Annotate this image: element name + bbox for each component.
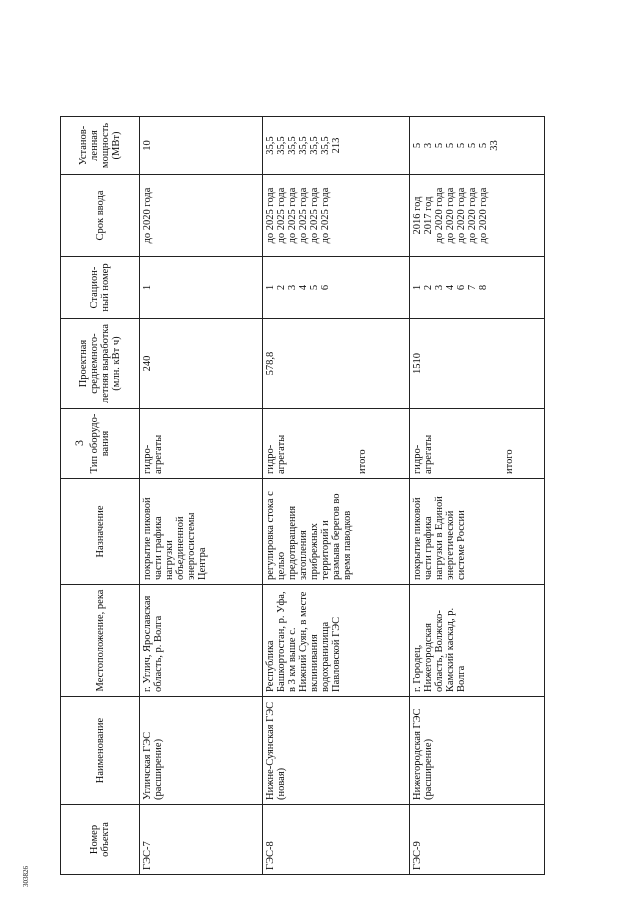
cell-location: г. Углич, Ярославская область, р. Волга	[140, 585, 263, 697]
cell-station-value: 4	[298, 284, 309, 291]
header-equipment: Тип оборудо-вания	[61, 409, 140, 479]
header-deadline: Срок ввода	[61, 175, 140, 257]
cell-deadline	[140, 175, 263, 257]
cell-capacity-value: 35,5	[320, 136, 331, 155]
total-label: итого	[357, 449, 368, 474]
cell-output: 1510	[410, 319, 545, 409]
cell-capacity-value: 5	[467, 142, 478, 149]
cell-deadline-value: до 2025 года	[287, 187, 298, 244]
header-output: Проектная среднемного-летняя выработка (млн. кВт ч)	[61, 319, 140, 409]
header-capacity: Установ-ленная мощность (МВт)	[61, 117, 140, 175]
cell-equipment	[140, 409, 263, 479]
cell-station-value: 1	[412, 284, 423, 291]
cell-station-value: 4	[445, 284, 456, 291]
cell-deadline-value: до 2025 года	[298, 187, 309, 244]
cell-deadline	[263, 175, 410, 257]
header-location: Местоположение, река	[61, 585, 140, 697]
cell-deadline-value: 2016 год	[412, 196, 423, 235]
cell-deadline-value: до 2020 года	[467, 187, 478, 244]
header-num: Номер объекта	[61, 805, 140, 875]
header-purpose: Назначение	[61, 479, 140, 585]
cell-station-value: 2	[276, 284, 287, 291]
cell-station	[410, 257, 545, 319]
cell-capacity-value: 35,5	[265, 136, 276, 155]
table-body	[140, 117, 545, 875]
table-row	[263, 117, 410, 875]
cell-name: Нижегородская ГЭС (расширение)	[410, 697, 545, 805]
cell-station-value: 5	[309, 284, 320, 291]
header-station: Стацион-ный номер	[61, 257, 140, 319]
cell-deadline-value: до 2025 года	[309, 187, 320, 244]
cell-capacity-value: 35,5	[276, 136, 287, 155]
hydro-objects-table	[60, 116, 545, 875]
cell-equipment	[410, 409, 545, 479]
cell-deadline	[410, 175, 545, 257]
cell-deadline-value: 2017 год	[423, 196, 434, 235]
cell-station-value: 7	[467, 284, 478, 291]
cell-capacity-value: 10	[142, 140, 153, 151]
cell-num: ГЭС-9	[410, 805, 545, 875]
cell-name: Нижне-Суянская ГЭС (новая)	[263, 697, 410, 805]
cell-station-value: 8	[478, 284, 489, 291]
cell-deadline-value: до 2025 года	[265, 187, 276, 244]
rotated-table-wrapper	[60, 30, 620, 875]
cell-station-value: 2	[423, 284, 434, 291]
cell-deadline-value: до 2020 года	[456, 187, 467, 244]
cell-equipment	[263, 409, 410, 479]
cell-deadline-value: до 2020 года	[445, 187, 456, 244]
cell-capacity-value: 35,5	[309, 136, 320, 155]
table-row	[410, 117, 545, 875]
cell-purpose: покрытие пиковой части графика нагрузки объединенной энергосистемы Центра	[140, 479, 263, 585]
total-label: итого	[504, 449, 515, 474]
equipment-type: гидро-агрегаты	[265, 434, 287, 474]
cell-location: г. Городец, Нижегородская область, Волжско-Камский каскад, р. Волга	[410, 585, 545, 697]
header-name: Наименование	[61, 697, 140, 805]
cell-station-value: 6	[456, 284, 467, 291]
total-value: 33	[489, 140, 500, 151]
cell-capacity-value: 5	[434, 142, 445, 149]
cell-capacity-value: 3	[423, 142, 434, 149]
cell-capacity-value: 5	[478, 142, 489, 149]
cell-capacity	[140, 117, 263, 175]
cell-location: Республика Башкортостан, р. Уфа, в 3 км выше с. Нижний Суян, в месте вклинивания водохранилища Павловской ГЭС	[263, 585, 410, 697]
cell-station-value: 3	[287, 284, 298, 291]
cell-output: 240	[140, 319, 263, 409]
cell-capacity-value: 5	[445, 142, 456, 149]
page-number: 3	[72, 440, 86, 446]
cell-station-value: 1	[142, 284, 153, 291]
document-code: 303826	[22, 866, 30, 887]
cell-purpose: покрытие пиковой части графика нагрузки в Единой энергетической системе России	[410, 479, 545, 585]
cell-deadline-value: до 2020 года	[434, 187, 445, 244]
cell-num: ГЭС-7	[140, 805, 263, 875]
cell-capacity-value: 35,5	[298, 136, 309, 155]
cell-deadline-value: до 2025 года	[320, 187, 331, 244]
cell-station-value: 6	[320, 284, 331, 291]
cell-deadline-value: до 2020 года	[142, 187, 153, 244]
cell-station	[263, 257, 410, 319]
cell-capacity-value: 5	[456, 142, 467, 149]
cell-capacity	[410, 117, 545, 175]
table-row	[140, 117, 263, 875]
cell-station-value: 1	[265, 284, 276, 291]
cell-name: Угличская ГЭС (расширение)	[140, 697, 263, 805]
cell-output: 578,8	[263, 319, 410, 409]
cell-capacity	[263, 117, 410, 175]
cell-capacity-value: 5	[412, 142, 423, 149]
cell-purpose: регулировка стока с целью предотвращения затопления прибрежных территорий и размыва берегов во время паводков	[263, 479, 410, 585]
total-value: 213	[331, 137, 342, 154]
cell-num: ГЭС-8	[263, 805, 410, 875]
table-header-row	[61, 117, 140, 875]
cell-deadline-value: до 2020 года	[478, 187, 489, 244]
cell-deadline-value: до 2025 года	[276, 187, 287, 244]
cell-station	[140, 257, 263, 319]
equipment-type: гидро-агрегаты	[142, 434, 164, 474]
cell-station-value: 3	[434, 284, 445, 291]
equipment-type: гидро-агрегаты	[412, 434, 434, 474]
cell-capacity-value: 35,5	[287, 136, 298, 155]
